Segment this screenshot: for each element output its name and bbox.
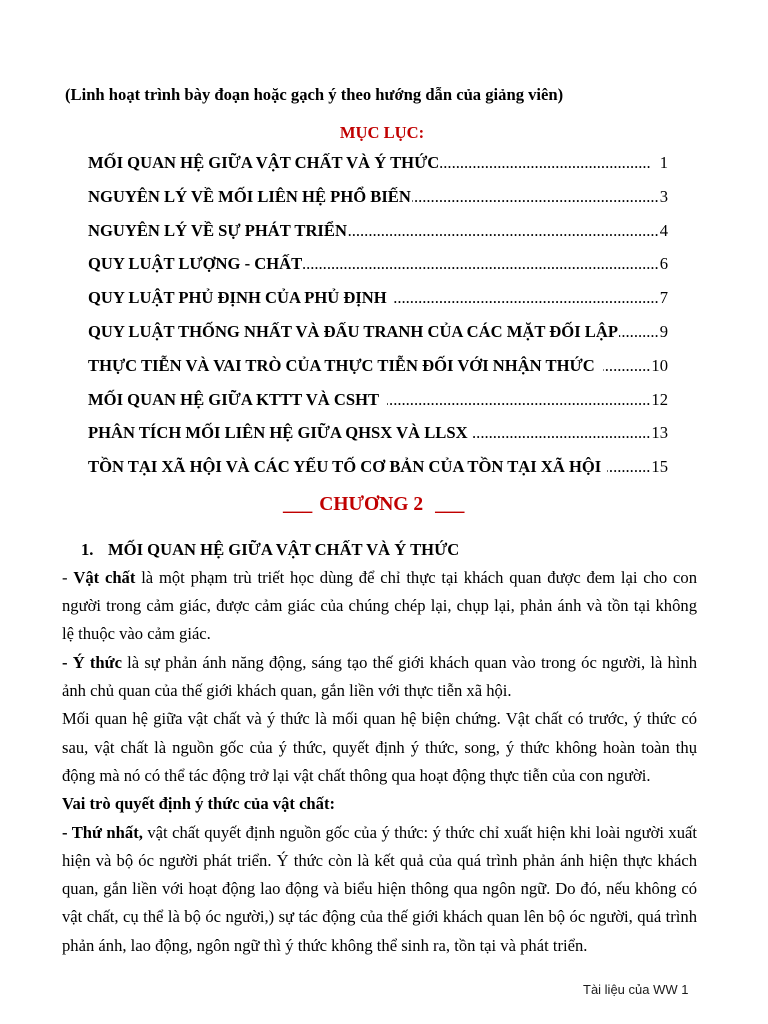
body-line (62, 847, 697, 875)
toc-heading: MỤC LỤC: (339, 123, 425, 142)
line-text: quan, gắn liền với hoạt động lao động và biểu hiện thông qua ngôn ngữ. Do đó, nếu không có (62, 879, 697, 899)
toc-entry-title: QUY LUẬT LƯỢNG - CHẤT (88, 254, 303, 274)
line-text: phản ánh, lao động, ngôn ngữ thì ý thức không thể sinh ra, tồn tại và phát triển. (62, 935, 588, 955)
section-title: MỐI QUAN HỆ GIỮA VẬT CHẤT VÀ Ý THỨC (108, 540, 460, 559)
line-text: ảnh chủ quan của thế giới khách quan, gắn liền với thực tiễn xã hội. (62, 681, 512, 701)
line-text: lệ thuộc vào cảm giác. (62, 624, 211, 644)
line-text: sau, vật chất là nguồn gốc của ý thức, quyết định ý thức, song, ý thức không hoàn toàn thụ (62, 737, 697, 757)
line-text: vật chất, cụ thể là bộ óc người,) sự tác động của thế giới khách quan lên bộ óc người, quá trình (62, 907, 697, 927)
toc-entry[interactable] (88, 349, 668, 383)
toc-entry-title: TỒN TẠI XÃ HỘI VÀ CÁC YẾU TỐ CƠ BẢN CỦA TỒN TẠI XÃ HỘI (88, 457, 602, 477)
chapter-rule-left: ___ (283, 494, 313, 515)
toc-entry-title: MỐI QUAN HỆ GIỮA KTTT VÀ CSHT (88, 389, 380, 409)
body-line (62, 649, 697, 677)
toc-entry-title: PHÂN TÍCH MỐI LIÊN HỆ GIỮA QHSX VÀ LLSX (88, 423, 468, 443)
toc-entry-title: QUY LUẬT THỐNG NHẤT VÀ ĐẤU TRANH CỦA CÁC MẶT ĐỐI LẬP (88, 321, 618, 341)
body-line (62, 677, 697, 705)
footer-page-number: 1 (681, 982, 689, 997)
toc-entry-page: 13 (651, 423, 668, 443)
body-line (62, 762, 697, 790)
toc-entry[interactable] (88, 146, 668, 180)
term-bold: - Ý thức (62, 652, 122, 672)
toc-entry-title: MỐI QUAN HỆ GIỮA VẬT CHẤT VÀ Ý THỨC (88, 153, 440, 172)
body-line (62, 592, 697, 620)
line-text: người trong cảm giác, được cảm giác của chúng chép lại, chụp lại, phản ánh và tồn tại không (62, 596, 697, 616)
toc-leader-dots (392, 281, 659, 315)
toc-entry-page: 4 (659, 220, 668, 240)
toc-leader-dots (412, 180, 659, 214)
toc-leader-dots (473, 416, 651, 450)
table-of-contents (88, 146, 668, 484)
section-number: 1. (81, 540, 94, 559)
toc-entry-page: 3 (659, 186, 668, 206)
line-text: là một phạm trù triết học dùng để chỉ thực tại khách quan được đem lại cho con (141, 567, 697, 587)
toc-entry[interactable] (88, 214, 668, 248)
toc-entry-page: 15 (651, 457, 668, 477)
toc-entry[interactable] (88, 247, 668, 281)
line-text: hiện và bộ óc người phát triển. Ý thức còn là kết quả của quá trình phản ánh hiện thực khách (62, 850, 697, 870)
toc-entry[interactable] (88, 315, 668, 349)
line-text: Mối quan hệ giữa vật chất và ý thức là mối quan hệ biện chứng. Vật chất có trước, ý thức có (62, 709, 697, 729)
toc-entry-page: 1 (659, 153, 668, 172)
page-footer (583, 981, 689, 999)
toc-entry-page: 7 (659, 288, 668, 308)
term-bold: - Thứ nhất, (62, 822, 143, 842)
line-text: động mà nó có thể tác động trở lại vật chất thông qua hoạt động thực tiễn của con người. (62, 765, 651, 785)
toc-entry-title: NGUYÊN LÝ VỀ MỐI LIÊN HỆ PHỔ BIẾN (88, 186, 411, 206)
body-line (62, 705, 697, 733)
toc-entry-page: 6 (659, 254, 668, 274)
toc-leader-dots (348, 214, 659, 248)
toc-entry[interactable] (88, 416, 668, 450)
instruction-note: (Linh hoạt trình bày đoạn hoặc gạch ý theo hướng dẫn của giảng viên) (65, 85, 564, 104)
toc-entry-title: THỰC TIỄN VÀ VAI TRÒ CỦA THỰC TIỄN ĐỐI VỚI NHẬN THỨC (88, 355, 595, 375)
chapter-heading (283, 491, 464, 519)
body-text (62, 564, 697, 960)
body-line (62, 819, 697, 847)
line-text: là sự phản ánh năng động, sáng tạo thế giới khách quan vào trong óc người, là hình (127, 652, 697, 672)
chapter-rule-right: ___ (435, 494, 465, 515)
toc-leader-dots (440, 146, 650, 180)
body-subheading (62, 790, 697, 818)
toc-entry[interactable] (88, 383, 668, 417)
toc-leader-dots (607, 450, 650, 484)
body-line (62, 932, 697, 960)
toc-entry-page: 10 (651, 355, 668, 375)
toc-leader-dots (619, 315, 659, 349)
line-text: vật chất quyết định nguồn gốc của ý thức: ý thức chỉ xuất hiện khi loài người xuất (147, 822, 697, 842)
body-line (62, 620, 697, 648)
chapter-label: CHƯƠNG 2 (319, 494, 424, 515)
term-bold: Vật chất (73, 567, 136, 587)
body-line (62, 734, 697, 762)
subheading-text: Vai trò quyết định ý thức của vật chất: (62, 794, 336, 814)
body-line (62, 903, 697, 931)
toc-leader-dots (303, 247, 659, 281)
toc-entry-title: NGUYÊN LÝ VỀ SỰ PHÁT TRIỂN (88, 220, 347, 240)
toc-leader-dots (603, 349, 651, 383)
list-dash: - (62, 567, 68, 587)
toc-entry-page: 12 (651, 389, 668, 409)
footer-label: Tài liệu của WW (583, 982, 678, 997)
toc-entry[interactable] (88, 450, 668, 484)
toc-entry[interactable] (88, 281, 668, 315)
body-line (62, 564, 697, 592)
toc-leader-dots (387, 383, 650, 417)
toc-entry-title: QUY LUẬT PHỦ ĐỊNH CỦA PHỦ ĐỊNH (88, 288, 387, 308)
toc-entry-page: 9 (659, 321, 668, 341)
toc-entry[interactable] (88, 180, 668, 214)
body-line (62, 875, 697, 903)
